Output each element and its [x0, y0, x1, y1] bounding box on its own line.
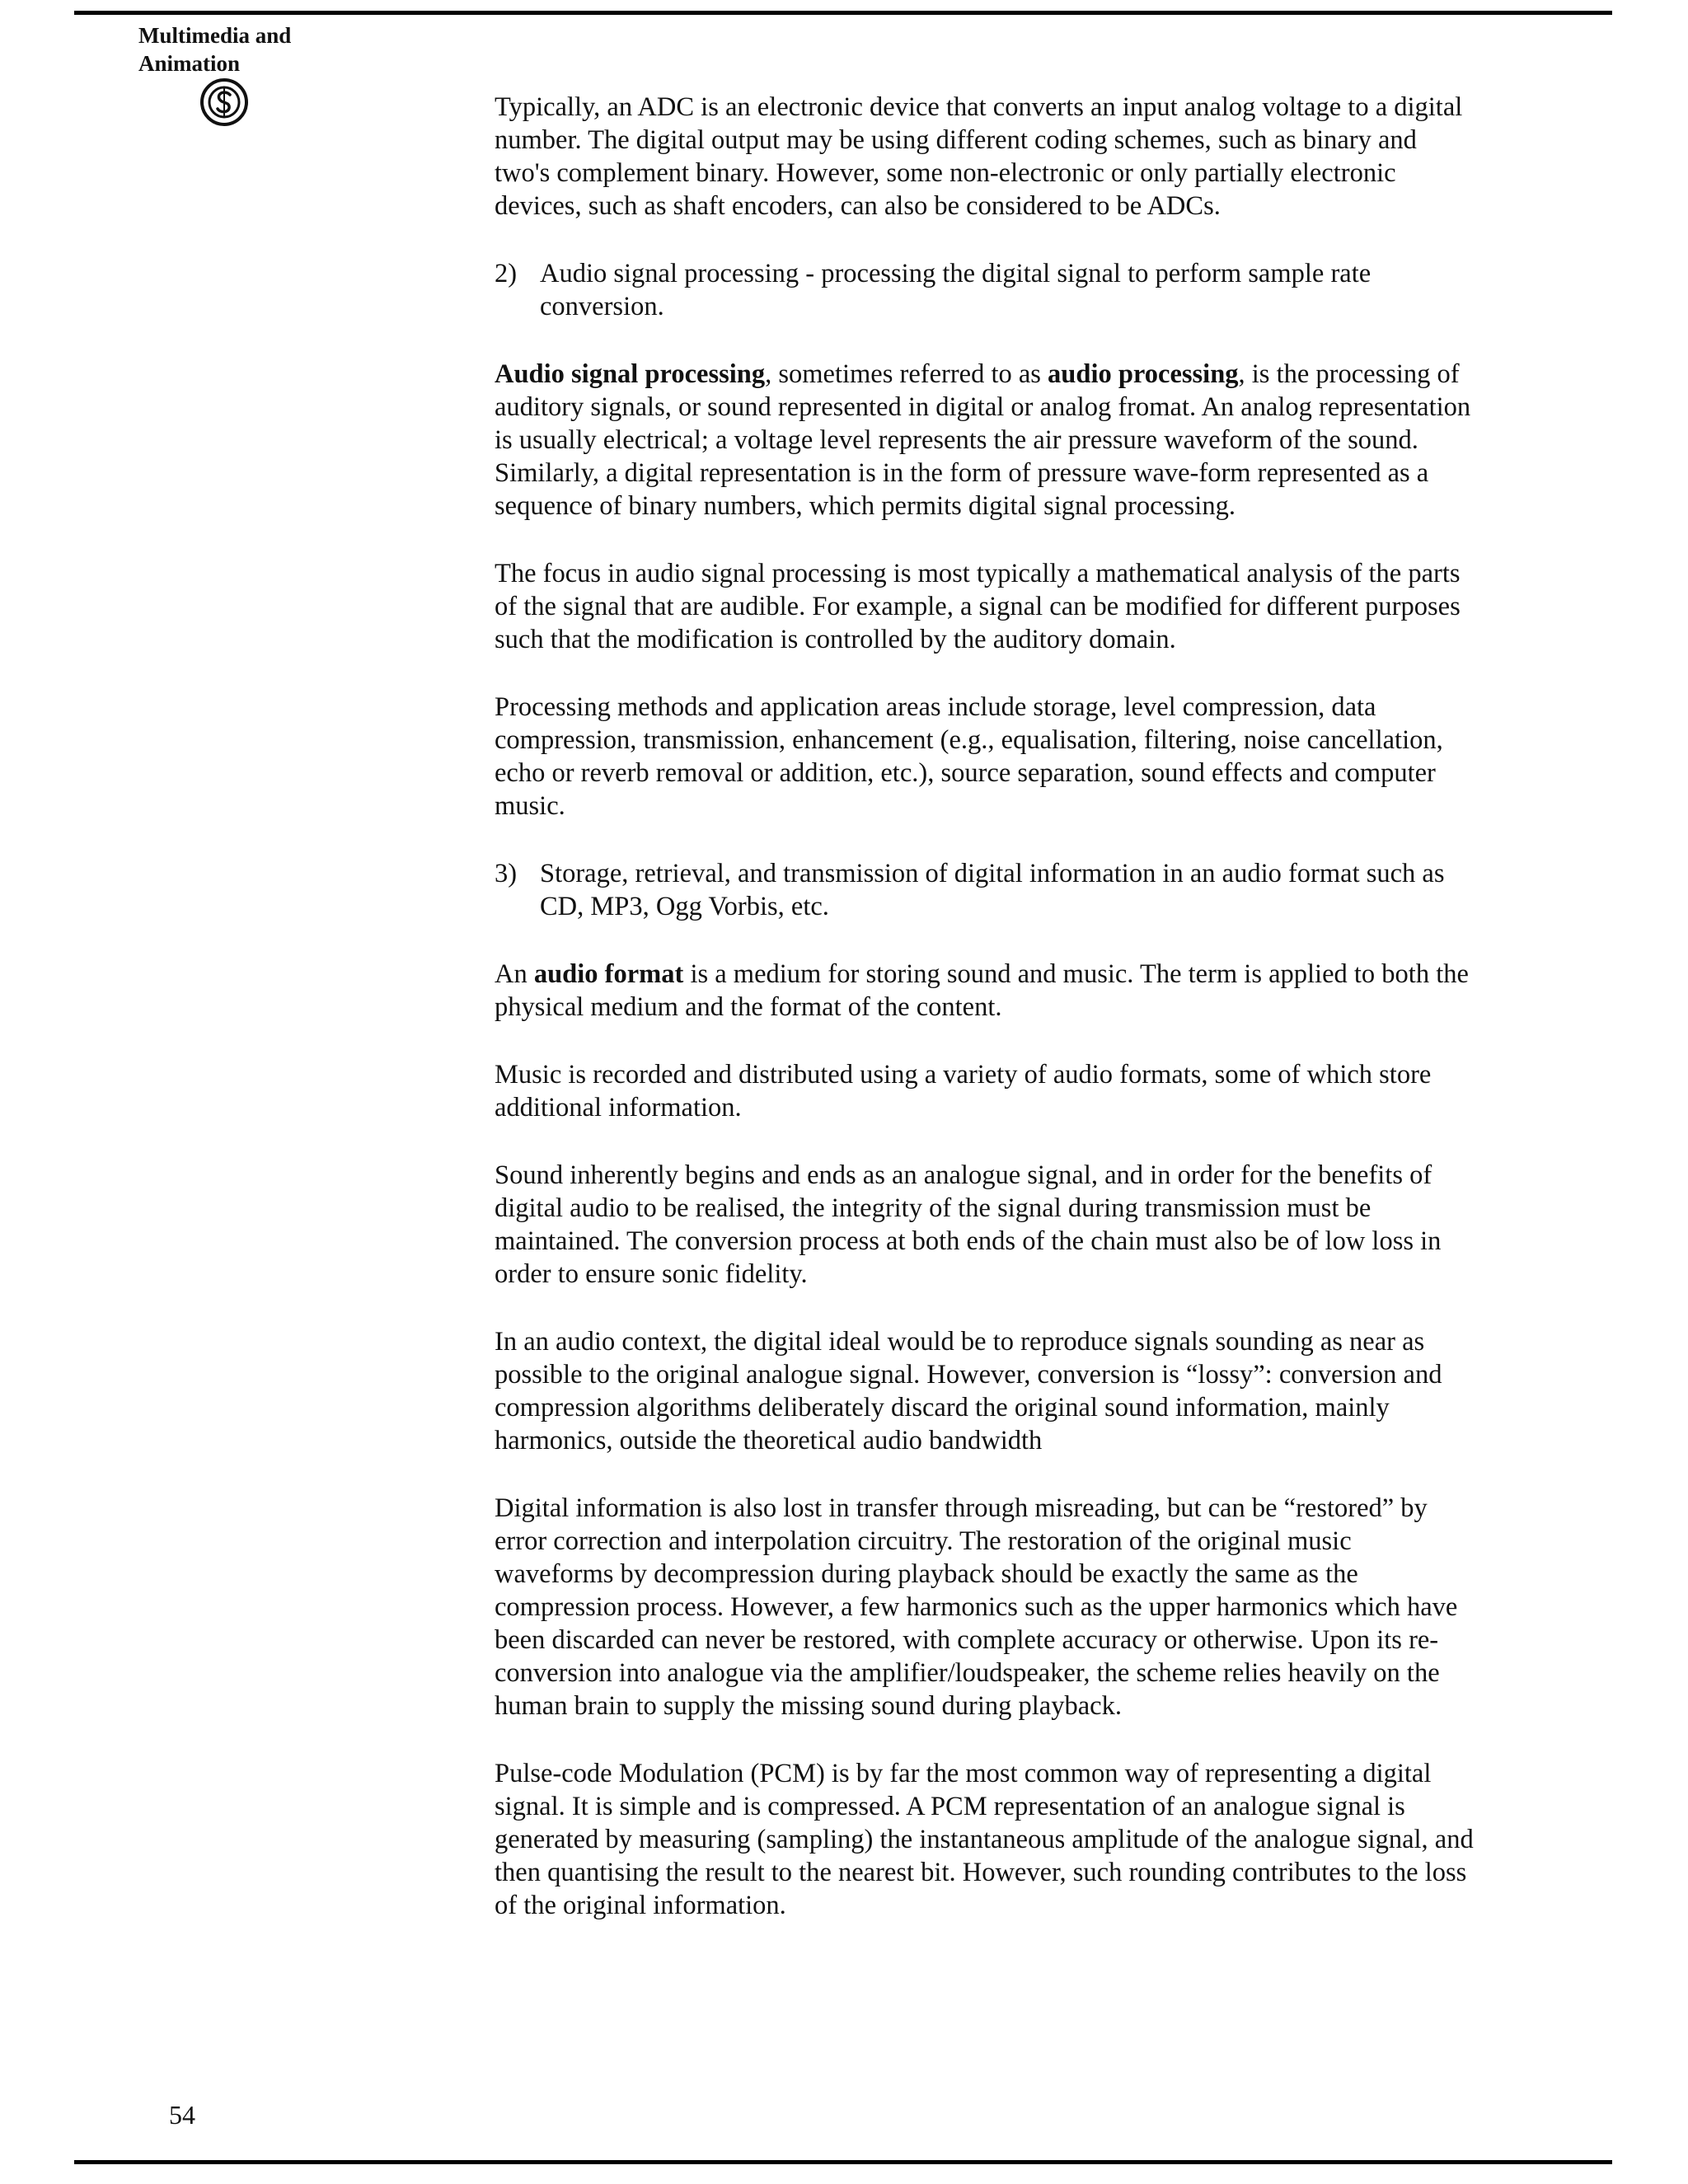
paragraph-processing-methods: Processing methods and application areas include storage, level compression, data compression, transmission, enhancement (e.g., equalisation, filtering, noise cancellation, echo or reverb removal or addition, etc.), source separation, sound effects and computer music.: [495, 692, 1443, 821]
paragraph-sound-analogue: Sound inherently begins and ends as an analogue signal, and in order for the benefits of digital audio to be realised, the integrity of the signal during transmission must be maintained. The conversion process at both ends of the chain must also be of low loss in order to ensure sonic fidelity.: [495, 1160, 1442, 1289]
paragraph-adc: Typically, an ADC is an electronic device that converts an input analog voltage to a digital number. The digital output may be using different coding schemes, such as binary and two's complement binary. However, some non-electronic or only partially electronic devices, such as shaft encoders, can also be considered to be ADCs.: [495, 92, 1463, 221]
university-emblem-icon: [200, 78, 248, 126]
list-number: 3): [495, 859, 518, 888]
bold-term: Audio signal processing: [495, 359, 766, 389]
list-number: 2): [495, 259, 518, 288]
text-run: , is the processing of auditory signals, or sound represented in digital or analog fromat. An analog representation is usually electrical; a voltage level represents the air pressure waveform of the sound. Similarly, a digital representation is in the form of pressure wave-form represented as a sequence of binary numbers, which permits digital signal processing.: [495, 359, 1471, 521]
text-run: , sometimes referred to as: [765, 359, 1048, 389]
page-number: 54: [169, 2100, 195, 2130]
paragraph-focus: The focus in audio signal processing is most typically a mathematical analysis of the parts of the signal that are audible. For example, a signal can be modified for different purposes such that the modification is controlled by the auditory domain.: [495, 559, 1461, 654]
list-text: Audio signal processing - processing the digital signal to perform sample rate conversion.: [540, 259, 1372, 321]
paragraph-audio-format: [495, 958, 1475, 1024]
top-rule: [74, 11, 1612, 15]
list-item-2: [495, 257, 1475, 323]
text-run: is a medium for storing sound and music. The term is applied to both the physical medium and the format of the content.: [495, 959, 1469, 1022]
paragraph-pcm: Pulse-code Modulation (PCM) is by far the most common way of representing a digital signal. It is simple and is compressed. A PCM representation of an analogue signal is generated by measuring (sampling) the instantaneous amplitude of the analogue signal, and then quantising the result to the nearest bit. However, such rounding contributes to the loss of the original information.: [495, 1759, 1474, 1920]
paragraph-digital-information: Digital information is also lost in transfer through misreading, but can be “restored” by error correction and interpolation circuitry. The restoration of the original music waveforms by decompression during playback should be exactly the same as the compression process. However, a few harmonics such as the upper harmonics which have been discarded can never be restored, with complete accuracy or otherwise. Upon its re-conversion into analogue via the amplifier/loudspeaker, the scheme relies heavily on the human brain to supply the missing sound during playback.: [495, 1493, 1458, 1721]
list-text: Storage, retrieval, and transmission of digital information in an audio format such as CD, MP3, Ogg Vorbis, etc.: [540, 859, 1445, 921]
main-content: [495, 91, 1475, 1957]
list-item-3: [495, 857, 1475, 923]
paragraph-audio-signal-processing: [495, 358, 1475, 523]
bold-term: audio processing: [1048, 359, 1239, 389]
text-run: An: [495, 959, 534, 989]
running-title: Multimedia and Animation: [138, 23, 292, 76]
bottom-rule: [74, 2160, 1612, 2164]
bold-term: audio format: [533, 959, 684, 989]
paragraph-digital-ideal: In an audio context, the digital ideal would be to reproduce signals sounding as near as possible to the original analogue signal. However, conversion is “lossy”: conversion and compression algorithms deliberately discard the original sound information, mainly harmonics, outside the theoretical audio bandwidth: [495, 1327, 1442, 1455]
paragraph-music-recorded: Music is recorded and distributed using a variety of audio formats, some of which store additional information.: [495, 1060, 1432, 1122]
